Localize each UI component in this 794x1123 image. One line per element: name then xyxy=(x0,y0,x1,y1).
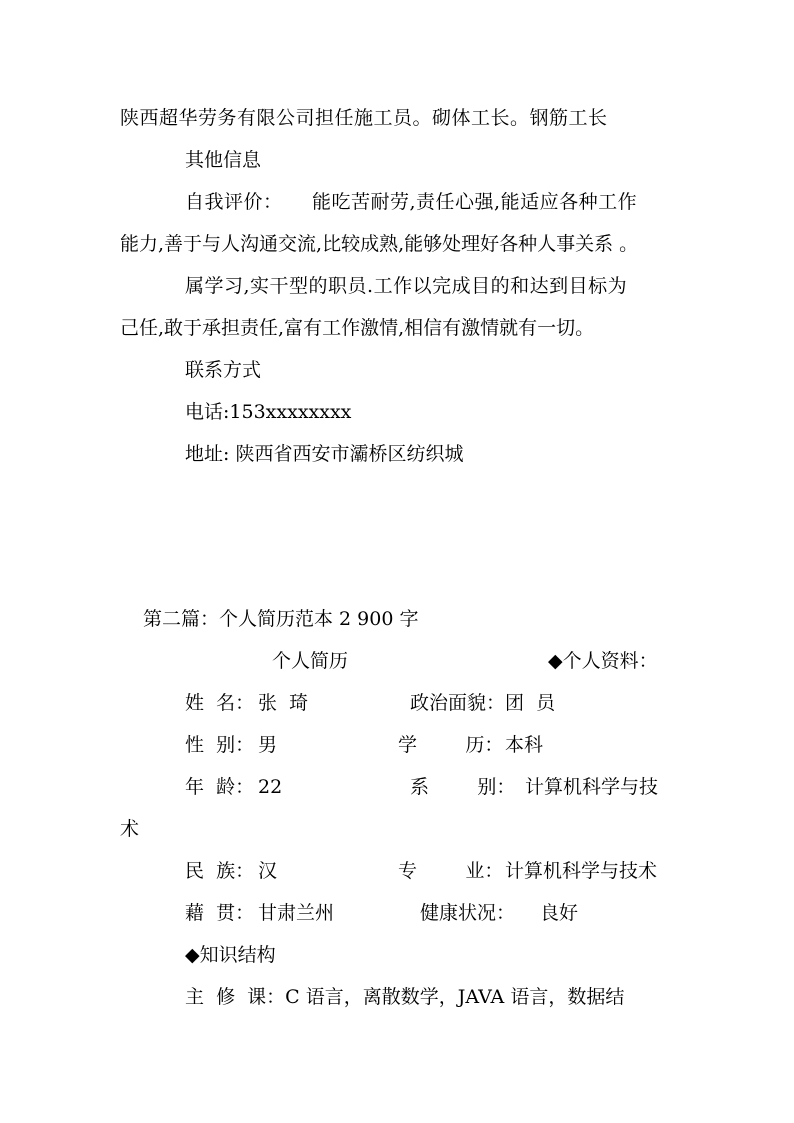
ethnicity-label: 民 族： xyxy=(185,860,255,882)
gender-value: 男 xyxy=(258,734,278,756)
self-evaluation-line-2: 能力,善于与人沟通交流,比较成熟,能够处理好各种人事关系 。 xyxy=(120,233,639,255)
work-experience-line: 陕西超华劳务有限公司担任施工员。砌体工长。钢筋工长 xyxy=(120,107,608,129)
age-value: 22 xyxy=(258,776,283,798)
self-evaluation-line-4: 己任,敢于承担责任,富有工作激情,相信有激情就有一切。 xyxy=(120,317,595,339)
education-label: 学 历： xyxy=(398,734,504,756)
education-value: 本科 xyxy=(505,734,544,756)
age-label: 年 龄： xyxy=(185,776,255,798)
section-heading: 第二篇：个人简历范本 2 900 字 xyxy=(143,608,419,630)
major-value: 计算机科学与技术 xyxy=(505,860,658,882)
address-line: 地址: 陕西省西安市灞桥区纺织城 xyxy=(185,443,464,465)
origin-value: 甘肃兰州 xyxy=(258,902,335,924)
name-label: 姓 名： xyxy=(185,692,255,714)
department-label: 系 别： xyxy=(410,776,516,798)
health-value: 良好 xyxy=(540,902,579,924)
gender-label: 性 别： xyxy=(185,734,255,756)
political-value: 团 员 xyxy=(505,692,556,714)
origin-label: 藉 贯： xyxy=(185,902,255,924)
name-value: 张 琦 xyxy=(258,692,309,714)
knowledge-heading: ◆知识结构 xyxy=(185,944,276,966)
department-value: 计算机科学与技 xyxy=(525,776,659,798)
major-label: 专 业： xyxy=(398,860,504,882)
other-info-heading: 其他信息 xyxy=(185,149,262,171)
courses-line: 主 修 课：C 语言，离散数学，JAVA 语言，数据结 xyxy=(185,986,625,1008)
contact-heading: 联系方式 xyxy=(185,359,262,381)
ethnicity-value: 汉 xyxy=(258,860,278,882)
department-value-continued: 术 xyxy=(120,818,140,840)
political-label: 政治面貌： xyxy=(410,692,506,714)
self-evaluation-line-3: 属学习,实干型的职员.工作以完成目的和达到目标为 xyxy=(185,275,628,297)
self-evaluation-line-1: 自我评价： 能吃苦耐劳,责任心强,能适应各种工作 xyxy=(185,191,638,213)
phone-line: 电话:153xxxxxxxx xyxy=(185,401,352,423)
personal-info-heading: ◆个人资料： xyxy=(548,650,658,672)
resume-title: 个人简历 xyxy=(272,650,349,672)
health-label: 健康状况： xyxy=(420,902,516,924)
